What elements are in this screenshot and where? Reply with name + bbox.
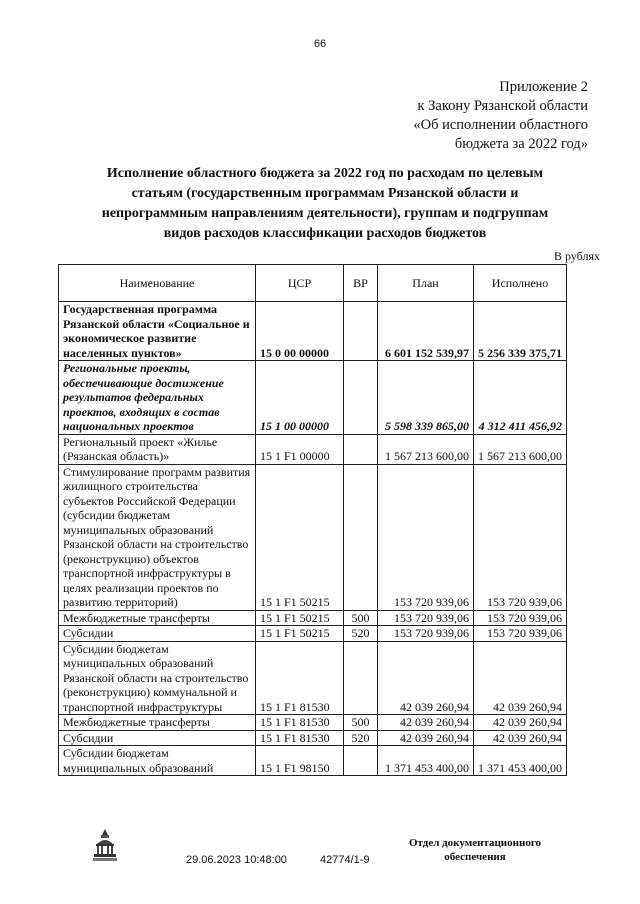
footer-doc-number: 42774/1-9 (320, 854, 370, 866)
header-name: Наименование (59, 265, 256, 302)
table-row (59, 626, 567, 642)
row-plan: 1 567 213 600,00 (378, 434, 474, 464)
title-line-3: непрограммным направлениям деятельности), группам и подгруппам (101, 206, 549, 221)
row-csr: 15 1 F1 50215 (256, 610, 344, 626)
table-row (59, 746, 567, 776)
row-done: 1 567 213 600,00 (474, 434, 567, 464)
row-plan: 6 601 152 539,97 (378, 302, 474, 361)
row-name: Субсидии бюджетам муниципальных образований (59, 746, 256, 776)
row-name: Региональные проекты, обеспечивающие достижение результатов федеральных проектов, входящих в состав национальных проектов (59, 361, 256, 435)
row-done: 42 039 260,94 (474, 730, 567, 746)
row-plan: 153 720 939,06 (378, 610, 474, 626)
row-plan: 42 039 260,94 (378, 730, 474, 746)
row-plan: 5 598 339 865,00 (378, 361, 474, 435)
row-name: Субсидии бюджетам муниципальных образований Рязанской области на строительство (реконструкцию) коммунальной и транспортной инфраструктуры (59, 641, 256, 715)
row-vr: 520 (344, 730, 378, 746)
row-done: 4 312 411 456,92 (474, 361, 567, 435)
row-vr (344, 361, 378, 435)
title-line-2: статьям (государственным программам Рязанской области и (131, 186, 519, 201)
document-title (80, 164, 570, 244)
footer-dept-line-2: обеспечения (444, 851, 506, 863)
row-name: Субсидии (59, 626, 256, 642)
row-csr: 15 1 00 00000 (256, 361, 344, 435)
row-done: 1 371 453 400,00 (474, 746, 567, 776)
row-name: Межбюджетные трансферты (59, 610, 256, 626)
row-done: 153 720 939,06 (474, 464, 567, 610)
row-plan: 42 039 260,94 (378, 641, 474, 715)
appendix-header (413, 78, 588, 154)
footer-department (400, 836, 550, 864)
row-done: 153 720 939,06 (474, 626, 567, 642)
appendix-line-4: бюджета за 2022 год» (454, 136, 588, 152)
row-csr: 15 0 00 00000 (256, 302, 344, 361)
header-vr: ВР (344, 265, 378, 302)
table-row (59, 610, 567, 626)
duma-emblem-icon (92, 828, 118, 862)
row-vr (344, 464, 378, 610)
table-row (59, 464, 567, 610)
row-name: Субсидии (59, 730, 256, 746)
footer-dept-line-1: Отдел документационного (408, 837, 542, 849)
row-done: 153 720 939,06 (474, 610, 567, 626)
row-csr: 15 1 F1 81530 (256, 715, 344, 731)
table-row (59, 730, 567, 746)
row-vr (344, 746, 378, 776)
row-plan: 1 371 453 400,00 (378, 746, 474, 776)
table-row (59, 715, 567, 731)
footer-date: 29.06.2023 10:48:00 (186, 854, 287, 866)
units-label: В рублях (553, 249, 600, 263)
row-done: 42 039 260,94 (474, 715, 567, 731)
row-done: 5 256 339 375,71 (474, 302, 567, 361)
title-line-4: видов расходов классификации расходов бюджетов (163, 226, 487, 241)
row-plan: 153 720 939,06 (378, 464, 474, 610)
row-plan: 42 039 260,94 (378, 715, 474, 731)
table-header-row (59, 265, 567, 302)
row-name: Стимулирование программ развития жилищного строительства субъектов Российской Федерации (субсидии бюджетам муниципальных образований Рязанской области на строительство (реконструкцию) объектов транспортной инфраструктуры в целях реализации проектов по развитию территорий) (59, 464, 256, 610)
row-csr: 15 1 F1 98150 (256, 746, 344, 776)
appendix-line-3: «Об исполнении областного (413, 117, 588, 133)
row-csr: 15 1 F1 50215 (256, 626, 344, 642)
table-row (59, 302, 567, 361)
row-csr: 15 1 F1 50215 (256, 464, 344, 610)
row-name: Межбюджетные трансферты (59, 715, 256, 731)
table-row (59, 641, 567, 715)
table-row (59, 361, 567, 435)
row-vr: 500 (344, 610, 378, 626)
appendix-line-1: Приложение 2 (499, 79, 588, 95)
header-done: Исполнено (474, 265, 567, 302)
row-csr: 15 1 F1 81530 (256, 730, 344, 746)
row-csr: 15 1 F1 81530 (256, 641, 344, 715)
row-csr: 15 1 F1 00000 (256, 434, 344, 464)
row-plan: 153 720 939,06 (378, 626, 474, 642)
table-row (59, 434, 567, 464)
row-vr: 520 (344, 626, 378, 642)
row-done: 42 039 260,94 (474, 641, 567, 715)
row-vr (344, 641, 378, 715)
row-name: Региональный проект «Жилье (Рязанская область)» (59, 434, 256, 464)
header-csr: ЦСР (256, 265, 344, 302)
budget-table (58, 264, 567, 776)
page-number: 66 (313, 38, 327, 50)
appendix-line-2: к Закону Рязанской области (417, 98, 588, 114)
title-line-1: Исполнение областного бюджета за 2022 год по расходам по целевым (106, 166, 544, 181)
header-plan: План (378, 265, 474, 302)
row-name: Государственная программа Рязанской области «Социальное и экономическое развитие населенных пунктов» (59, 302, 256, 361)
row-vr (344, 434, 378, 464)
row-vr (344, 302, 378, 361)
row-vr: 500 (344, 715, 378, 731)
